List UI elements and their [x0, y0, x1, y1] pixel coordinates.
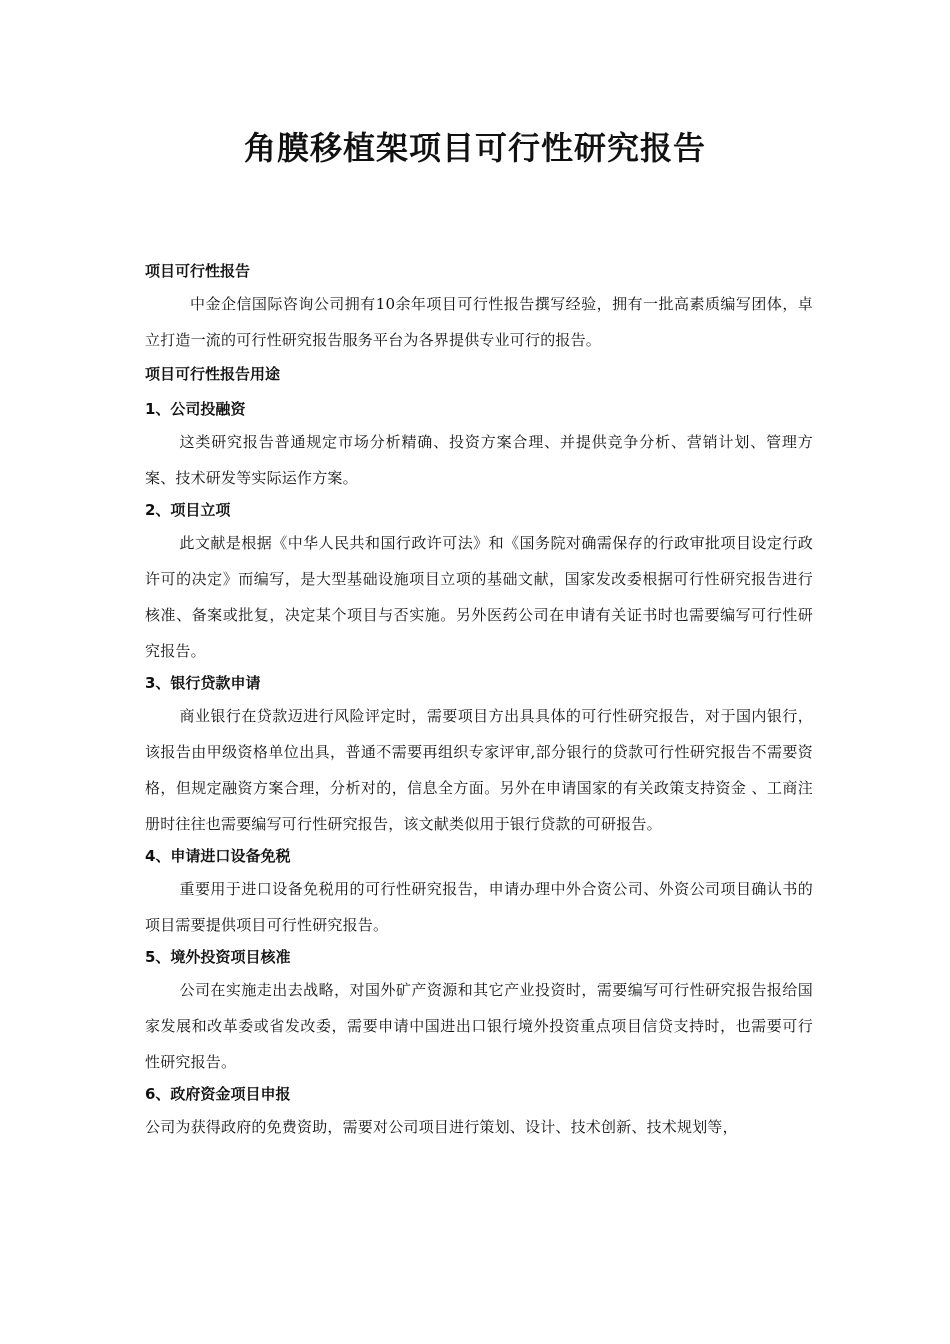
section-paragraph: 公司在实施走出去战略，对国外矿产资源和其它产业投资时，需要编写可行性研究报告报给国家发展和改革委或省发改委，需要申请中国进出口银行境外投资重点项目信贷支持时，也需要可行性研究报告。 — [145, 981, 813, 1071]
section-heading: 5、境外投资项目核准 — [145, 948, 291, 966]
section-heading: 项目可行性报告用途 — [145, 365, 281, 383]
section-paragraph: 此文献是根据《中华人民共和国行政许可法》和《国务院对确需保存的行政审批项目设定行政许可的决定》而编写，是大型基础设施项目立项的基础文献，国家发改委根据可行性研究报告进行核准、备案或批复，决定某个项目与否实施。另外医药公司在申请有关证书时也需要编写可行性研究报告。 — [145, 534, 813, 660]
section-paragraph: 这类研究报告普通规定市场分析精确、投资方案合理、并提供竞争分析、营销计划、管理方案、技术研发等实际运作方案。 — [145, 433, 813, 487]
section-paragraph: 商业银行在贷款迈进行风险评定时，需要项目方出具具体的可行性研究报告，对于国内银行，该报告由甲级资格单位出具，普通不需要再组织专家评审,部分银行的贷款可行性研究报告不需要资格，但规定融资方案合理，分析对的，信息全方面。另外在申请国家的有关政策支持资金 、工商注册时往往也需要编写可行性研究报告，该文献类似用于银行贷款的可研报告。 — [145, 707, 813, 833]
section-heading: 6、政府资金项目申报 — [145, 1085, 291, 1103]
section-paragraph: 公司为获得政府的免费资助，需要对公司项目进行策划、设计、技术创新、技术规划等， — [145, 1118, 738, 1136]
section-paragraph: 重要用于进口设备免税用的可行性研究报告，申请办理中外合资公司、外资公司项目确认书的项目需要提供项目可行性研究报告。 — [145, 880, 813, 934]
section-heading: 3、银行贷款申请 — [145, 674, 261, 692]
document-body — [145, 257, 813, 1145]
document-title: 角膜移植架项目可行性研究报告 — [243, 129, 706, 167]
section-heading: 项目可行性报告 — [145, 262, 251, 280]
section-heading: 2、项目立项 — [145, 501, 231, 519]
section-heading: 1、公司投融资 — [145, 400, 246, 418]
section-paragraph: 中金企信国际咨询公司拥有10余年项目可行性报告撰写经验，拥有一批高素质编写团体，卓立打造一流的可行性研究报告服务平台为各界提供专业可行的报告。 — [145, 295, 813, 349]
section-heading: 4、申请进口设备免税 — [145, 847, 291, 865]
